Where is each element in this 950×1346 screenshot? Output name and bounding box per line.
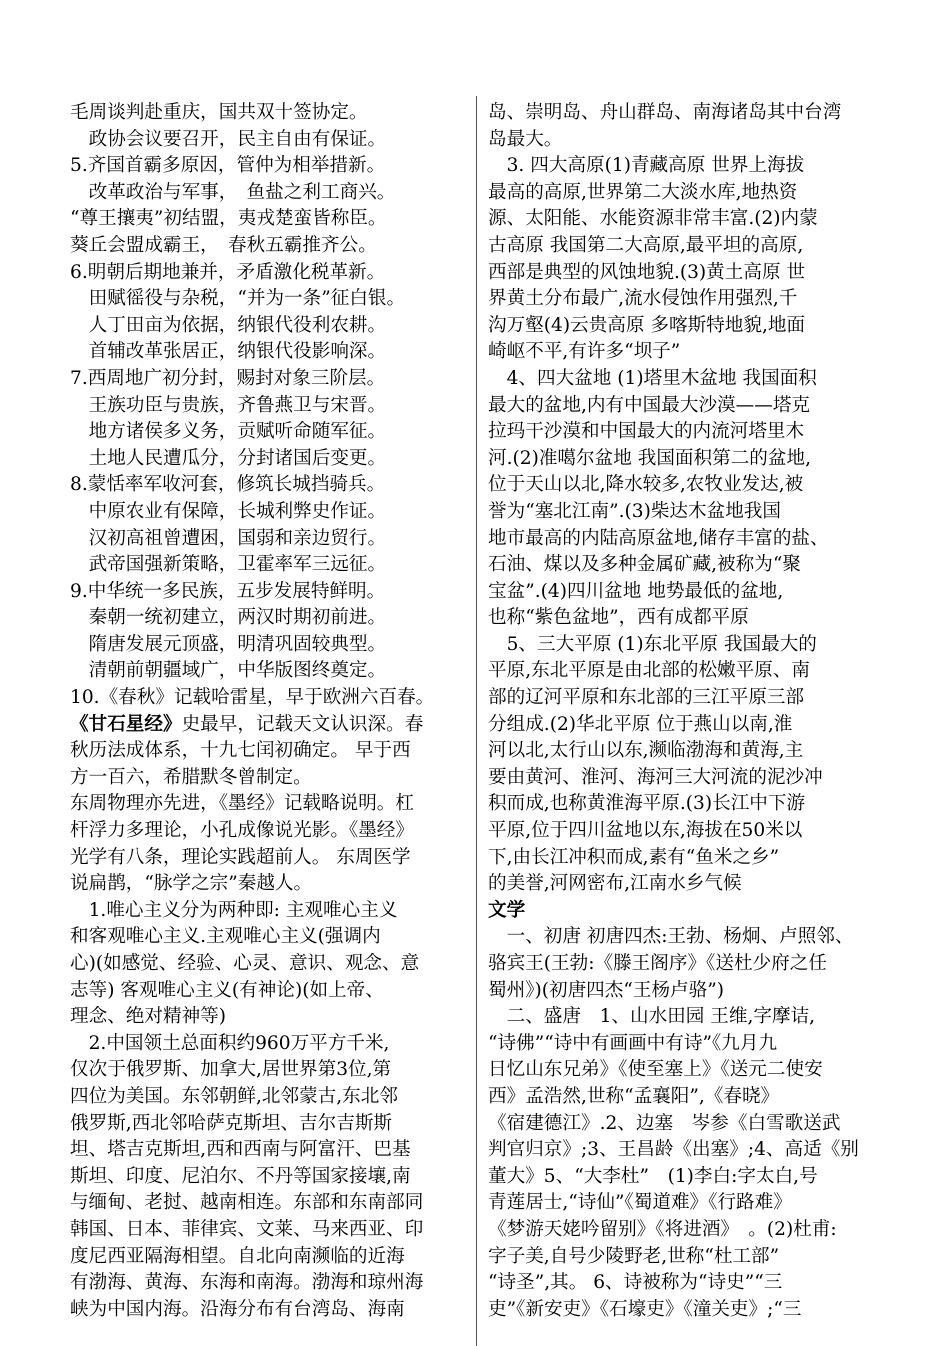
text-line: 隋唐发展元顶盛，明清巩固较典型。	[70, 633, 387, 655]
text-line: “诗圣”,其。 6、诗被称为“诗史”“三	[488, 1272, 783, 1294]
text-line: 判官归京》;3、王昌龄《出塞》;4、高适《别	[488, 1139, 859, 1161]
text-line: 下,由长江冲积而成,素有“鱼米之乡”	[488, 846, 780, 868]
text-line: 界黄土分布最广,流水侵蚀作用强烈,千	[488, 288, 798, 310]
text-line: 位于天山以北,降水较多,农牧业发达,被	[488, 474, 804, 496]
text-line: 岛最大。	[488, 128, 563, 150]
text-line: 王族功臣与贵族，齐鲁燕卫与宋晋。	[70, 394, 387, 416]
text-line: 汉初高祖曾遭困，国弱和亲边贸行。	[70, 527, 387, 549]
right-column	[488, 100, 888, 1340]
text-line: 也称“紫色盆地”，西有成都平原	[488, 607, 749, 629]
text-line: 平原,位于四川盆地以东,海拔在50米以	[488, 820, 803, 842]
text-line: 岛、崇明岛、舟山群岛、南海诸岛其中台湾	[488, 102, 842, 123]
text-line: 毛周谈判赴重庆，国共双十签协定。	[70, 102, 368, 123]
left-column	[70, 100, 470, 1340]
text-line: 日忆山东兄弟》《使至塞上》《送元二使安	[488, 1059, 823, 1081]
text-line: “诗佛”“诗中有画画中有诗”《九月九	[488, 1032, 778, 1054]
text-line: 最高的高原,世界第二大淡水库,地热资	[488, 181, 798, 203]
text-line: “尊王攘夷”初结盟，夷戎楚蛮皆称臣。	[70, 208, 387, 230]
text-line: 部的辽河平原和东北部的三江平原三部	[488, 687, 805, 709]
text-line: 方一百六，希腊默冬曾制定。	[70, 766, 312, 788]
text-line: 要由黄河、淮河、海河三大河流的泥沙冲	[488, 766, 823, 788]
text-line: 积而成,也称黄淮海平原.(3)长江中下游	[488, 793, 806, 815]
text-line: 与缅甸、老挝、越南相连。东部和东南部同	[70, 1192, 424, 1214]
text-line: 仅次于俄罗斯、加拿大,居世界第3位,第	[70, 1059, 392, 1081]
text-line: 人丁田亩为依据，纳银代役利农耕。	[70, 314, 387, 336]
text-line: 10.《春秋》记载哈雷星，早于欧洲六百春。	[70, 687, 435, 709]
text-line: 俄罗斯,西北邻哈萨克斯坦、吉尔吉斯斯	[70, 1112, 393, 1134]
book-title-bold: 《甘石星经》	[70, 713, 182, 735]
text-line: 有渤海、黄海、东海和南海。渤海和琼州海	[70, 1272, 424, 1294]
text-line: 光学有八条，理论实践超前人。 东周医学	[70, 846, 411, 868]
text-line: 5.齐国首霸多原因，管仲为相举措新。	[70, 155, 386, 177]
column-divider	[476, 96, 477, 1346]
text-line: 韩国、日本、菲律宾、文莱、马来西亚、印	[70, 1218, 424, 1240]
text-line: 峡为中国内海。沿海分布有台湾岛、海南	[70, 1298, 405, 1320]
text-line: 四位为美国。东邻朝鲜,北邻蒙古,东北邻	[70, 1085, 398, 1107]
text-line: 二、盛唐 1、山水田园 王维,字摩诘,	[488, 1006, 816, 1028]
text-line: 坦、塔吉克斯坦,西和西南与阿富汗、巴基	[70, 1139, 411, 1161]
text-line: 6.明朝后期地兼并，矛盾激化税革新。	[70, 261, 386, 283]
text-line: 吏”《新安吏》《石壕吏》《潼关吏》;“三	[488, 1298, 802, 1320]
text-line: 斯坦、印度、尼泊尔、不丹等国家接壤,南	[70, 1165, 411, 1187]
text-line: 1.唯心主义分为两种即: 主观唯心主义	[70, 899, 398, 921]
text-line: 崎岖不平,有许多“坝子”	[488, 341, 681, 363]
text-line: 宝盆”.(4)四川盆地 地势最低的盆地,	[488, 580, 784, 602]
text-line: 源、太阳能、水能资源非常丰富.(2)内蒙	[488, 208, 818, 230]
text-line: 3. 四大高原(1)青藏高原 世界上海拔	[488, 155, 805, 177]
text-line: 字子美,自号少陵野老,世称“杜工部”	[488, 1245, 780, 1267]
text-line: 河以北,太行山以东,濒临渤海和黄海,主	[488, 740, 804, 762]
text-line: 地市最高的内陆高原盆地,储存丰富的盐、	[488, 527, 829, 549]
text-line: 政协会议要召开，民主自由有保证。	[70, 128, 387, 150]
text-line: 首辅改革张居正，纳银代役影响深。	[70, 341, 387, 363]
text-line: 石油、煤以及多种金属矿藏,被称为“聚	[488, 554, 801, 576]
text-line: 杆浮力多理论，小孔成像说光影。《墨经》	[70, 820, 414, 842]
text-line: 中原农业有保障，长城利弊史作证。	[70, 500, 387, 522]
text-line: 分组成.(2)华北平原 位于燕山以南,淮	[488, 713, 793, 735]
text-line: 7.西周地广初分封，赐封对象三阶层。	[70, 367, 386, 389]
section-heading: 文学	[488, 899, 526, 921]
text-line: 理念、绝对精神等)	[70, 1006, 227, 1028]
text-line: 拉玛干沙漠和中国最大的内流河塔里木	[488, 421, 805, 443]
text-line: 9.中华统一多民族，五步发展特鲜明。	[70, 580, 386, 602]
text-line: 地方诸侯多义务，贡赋听命随军征。	[70, 421, 387, 443]
text-line: 秦朝一统初建立，两汉时期初前进。	[70, 607, 387, 629]
text-line: 4、四大盆地 (1)塔里木盆地 我国面积	[488, 367, 817, 389]
text-line: 8.蒙恬率军收河套，修筑长城挡骑兵。	[70, 474, 386, 496]
text-line: 青莲居士,“诗仙”《蜀道难》《行路难》	[488, 1192, 792, 1214]
text-line: 董大》5、“大李杜” (1)李白:字太白,号	[488, 1165, 818, 1187]
text-line: 5、三大平原 (1)东北平原 我国最大的	[488, 633, 817, 655]
text-line: 葵丘会盟成霸王， 春秋五霸推齐公。	[70, 234, 377, 256]
text-line: 骆宾王(王勃:《滕王阁序》《送杜少府之任	[488, 953, 827, 974]
text-line: 清朝前朝疆域广，中华版图终奠定。	[70, 660, 387, 682]
text-line: 古高原 我国第二大高原,最平坦的高原,	[488, 234, 804, 256]
text-line: 土地人民遭瓜分，分封诸国后变更。	[70, 447, 387, 469]
text-line: 平原,东北平原是由北部的松嫩平原、南	[488, 660, 811, 682]
text-line: 说扁鹊，“脉学之宗”秦越人。	[70, 873, 313, 895]
text-line: 度尼西亚隔海相望。自北向南濒临的近海	[70, 1245, 405, 1267]
text-line: 《梦游天姥吟留别》《将进酒》 。(2)杜甫:	[488, 1218, 837, 1240]
text-line: 誉为“塞北江南”.(3)柴达木盆地我国	[488, 500, 781, 522]
text-line: 东周物理亦先进，《墨经》记载略说明。杠	[70, 793, 414, 815]
text-line: 《宿建德江》.2、边塞 岑参《白雪歌送武	[488, 1112, 841, 1134]
text-line: 西部是典型的风蚀地貌.(3)黄土高原 世	[488, 261, 806, 283]
text-line: 一、初唐 初唐四杰:王勃、杨炯、卢照邻、	[488, 926, 854, 948]
line-rest: 史最早，记载天文认识深。春	[181, 713, 424, 735]
text-line: 蜀州》)(初唐四杰“王杨卢骆”)	[488, 979, 725, 1001]
text-line: 河.(2)准噶尔盆地 我国面积第二的盆地,	[488, 447, 811, 469]
text-line: 改革政治与军事， 鱼盐之利工商兴。	[70, 181, 396, 203]
text-line: 2.中国领土总面积约960万平方千米,	[70, 1032, 390, 1054]
text-line: 的美誉,河网密布,江南水乡气候	[488, 873, 742, 895]
text-line: 田赋徭役与杂税，“并为一条”征白银。	[70, 288, 406, 310]
text-line: 沟万壑(4)云贵高原 多喀斯特地貌,地面	[488, 314, 806, 336]
text-line: 秋历法成体系，十九七闰初确定。 早于西	[70, 740, 411, 762]
text-line: 心)(如感觉、经验、心灵、意识、观念、意	[70, 953, 420, 974]
text-line: 最大的盆地,内有中国最大沙漠——塔克	[488, 394, 811, 416]
text-line: 和客观唯心主义.主观唯心主义(强调内	[70, 926, 381, 948]
text-line: 志等) 客观唯心主义(有神论)(如上帝、	[70, 979, 384, 1001]
text-line: 武帝国强新策略，卫霍率军三远征。	[70, 554, 387, 576]
text-line: 西》孟浩然,世称“孟襄阳”,《春晓》	[488, 1085, 780, 1107]
text-line	[70, 712, 470, 739]
